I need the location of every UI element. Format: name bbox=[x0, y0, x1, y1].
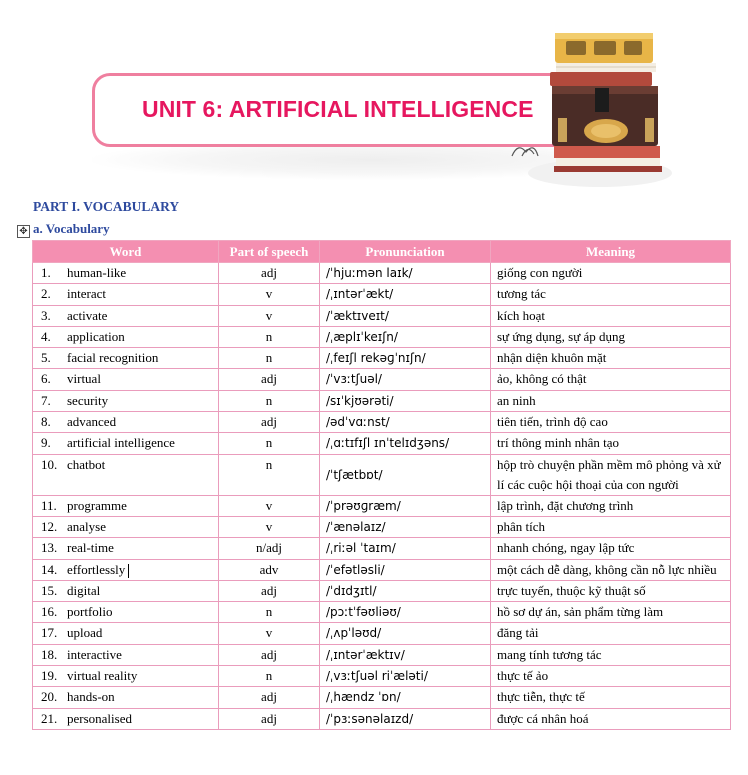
word-cell[interactable] bbox=[33, 433, 219, 454]
word-text: application bbox=[67, 328, 125, 344]
word-cell[interactable] bbox=[33, 516, 219, 537]
pronunciation-cell[interactable]: /ˌɪntərˈækt/ bbox=[320, 284, 491, 305]
part-of-speech-cell[interactable]: adj bbox=[219, 687, 320, 708]
word-text: analyse bbox=[67, 518, 106, 534]
pronunciation-cell[interactable]: /ˌfeɪʃl rekəɡˈnɪʃn/ bbox=[320, 348, 491, 369]
page-title: UNIT 6: ARTIFICIAL INTELLIGENCE bbox=[142, 96, 534, 122]
row-number: 18. bbox=[41, 646, 58, 662]
meaning-cell[interactable]: được cá nhân hoá bbox=[491, 708, 731, 729]
table-row bbox=[33, 559, 731, 580]
row-number: 13. bbox=[41, 540, 58, 556]
word-text: hands-on bbox=[67, 689, 115, 705]
part-of-speech-cell[interactable]: v bbox=[219, 495, 320, 516]
word-text: digital bbox=[67, 582, 101, 598]
word-cell[interactable] bbox=[33, 559, 219, 580]
row-number: 7. bbox=[41, 392, 51, 408]
table-header-row bbox=[33, 241, 731, 263]
row-number: 6. bbox=[41, 371, 51, 387]
row-number: 21. bbox=[41, 710, 58, 726]
word-text: chatbot bbox=[67, 456, 106, 472]
pronunciation-cell[interactable]: /pɔːtˈfəʊliəʊ/ bbox=[320, 602, 491, 623]
row-number: 19. bbox=[41, 668, 58, 684]
part-of-speech-cell[interactable]: n bbox=[219, 602, 320, 623]
row-number: 15. bbox=[41, 582, 58, 598]
part-of-speech-cell[interactable]: n bbox=[219, 326, 320, 347]
row-number: 10. bbox=[41, 456, 58, 472]
pronunciation-cell[interactable]: /ˌɑːtɪfɪʃl ɪnˈtelɪdʒəns/ bbox=[320, 433, 491, 454]
part-of-speech-cell[interactable]: v bbox=[219, 516, 320, 537]
word-cell[interactable] bbox=[33, 348, 219, 369]
meaning-cell[interactable]: hộp trò chuyện phần mềm mô phỏng và xử lí các cuộc hội thoại của con người bbox=[491, 454, 731, 495]
row-number: 20. bbox=[41, 689, 58, 705]
word-text: advanced bbox=[67, 414, 117, 430]
pronunciation-cell[interactable]: /ˌriːəl ˈtaɪm/ bbox=[320, 538, 491, 559]
part-of-speech-cell[interactable]: v bbox=[219, 305, 320, 326]
pronunciation-cell[interactable]: /ˈefətləsli/ bbox=[320, 559, 491, 580]
word-cell[interactable] bbox=[33, 390, 219, 411]
part-of-speech-cell[interactable]: adj bbox=[219, 412, 320, 433]
part-of-speech-cell[interactable]: adj bbox=[219, 263, 320, 284]
meaning-cell[interactable]: phân tích bbox=[491, 516, 731, 537]
word-text: activate bbox=[67, 307, 108, 323]
meaning-cell[interactable]: thực tế ảo bbox=[491, 666, 731, 687]
meaning-cell[interactable]: an ninh bbox=[491, 390, 731, 411]
column-header-part-of-speech: Part of speech bbox=[219, 241, 320, 263]
word-text: artificial intelligence bbox=[67, 435, 175, 451]
stack-of-books-icon bbox=[500, 28, 680, 198]
pronunciation-cell[interactable]: /ˈvɜːtʃuəl/ bbox=[320, 369, 491, 390]
table-row bbox=[33, 305, 731, 326]
meaning-cell[interactable]: nhận diện khuôn mặt bbox=[491, 348, 731, 369]
part-of-speech-cell[interactable]: adj bbox=[219, 580, 320, 601]
word-cell[interactable] bbox=[33, 666, 219, 687]
pronunciation-cell[interactable]: /ədˈvɑːnst/ bbox=[320, 412, 491, 433]
word-text: virtual bbox=[67, 371, 101, 387]
part-of-speech-cell[interactable]: n bbox=[219, 433, 320, 454]
part-of-speech-cell[interactable]: n bbox=[219, 454, 320, 495]
part-of-speech-cell[interactable]: n bbox=[219, 666, 320, 687]
word-cell[interactable] bbox=[33, 687, 219, 708]
column-header-pronunciation: Pronunciation bbox=[320, 241, 491, 263]
word-cell[interactable] bbox=[33, 284, 219, 305]
meaning-cell[interactable]: đăng tải bbox=[491, 623, 731, 644]
word-text: real-time bbox=[67, 540, 114, 556]
word-cell[interactable] bbox=[33, 538, 219, 559]
meaning-cell[interactable]: giống con người bbox=[491, 263, 731, 284]
meaning-cell[interactable]: trí thông minh nhân tạo bbox=[491, 433, 731, 454]
table-row bbox=[33, 390, 731, 411]
meaning-cell[interactable]: nhanh chóng, ngay lập tức bbox=[491, 538, 731, 559]
part-of-speech-cell[interactable]: v bbox=[219, 284, 320, 305]
part-of-speech-cell[interactable]: n/adj bbox=[219, 538, 320, 559]
part-of-speech-cell[interactable]: v bbox=[219, 623, 320, 644]
table-row bbox=[33, 538, 731, 559]
meaning-cell[interactable]: tiên tiến, trình độ cao bbox=[491, 412, 731, 433]
row-number: 16. bbox=[41, 604, 58, 620]
meaning-cell[interactable]: ảo, không có thật bbox=[491, 369, 731, 390]
pronunciation-cell[interactable]: /ˈhjuːmən laɪk/ bbox=[320, 263, 491, 284]
table-row bbox=[33, 708, 731, 729]
table-row bbox=[33, 516, 731, 537]
word-cell[interactable] bbox=[33, 495, 219, 516]
pronunciation-cell[interactable]: /ˌvɜːtʃuəl riˈæləti/ bbox=[320, 666, 491, 687]
section-subtitle: a. Vocabulary bbox=[33, 221, 110, 236]
word-text: programme bbox=[67, 497, 127, 513]
word-cell[interactable] bbox=[33, 602, 219, 623]
pronunciation-cell[interactable]: /ˌæplɪˈkeɪʃn/ bbox=[320, 326, 491, 347]
word-cell[interactable] bbox=[33, 454, 219, 495]
table-row bbox=[33, 263, 731, 284]
meaning-cell[interactable]: mang tính tương tác bbox=[491, 644, 731, 665]
table-row bbox=[33, 495, 731, 516]
table-row bbox=[33, 433, 731, 454]
word-text: interact bbox=[67, 286, 106, 302]
table-row bbox=[33, 666, 731, 687]
row-number: 12. bbox=[41, 518, 58, 534]
meaning-cell[interactable]: lập trình, đặt chương trình bbox=[491, 495, 731, 516]
word-text: upload bbox=[67, 625, 103, 641]
pronunciation-cell[interactable]: /ˈpɜːsənəlaɪzd/ bbox=[320, 708, 491, 729]
pronunciation-cell[interactable]: /ˌɪntərˈæktɪv/ bbox=[320, 644, 491, 665]
pronunciation-cell[interactable]: /ˈænəlaɪz/ bbox=[320, 516, 491, 537]
part-title: PART I. VOCABULARY bbox=[33, 199, 180, 214]
word-text: virtual reality bbox=[67, 668, 138, 684]
meaning-cell[interactable]: thực tiễn, thực tế bbox=[491, 687, 731, 708]
meaning-cell[interactable]: kích hoạt bbox=[491, 305, 731, 326]
pronunciation-cell[interactable]: /ˈdɪdʒɪtl/ bbox=[320, 580, 491, 601]
column-header-meaning: Meaning bbox=[491, 241, 731, 263]
table-row bbox=[33, 687, 731, 708]
table-row bbox=[33, 369, 731, 390]
word-cell[interactable] bbox=[33, 263, 219, 284]
word-cell[interactable] bbox=[33, 708, 219, 729]
pronunciation-cell[interactable]: /ˈtʃætbɒt/ bbox=[320, 454, 491, 495]
meaning-cell[interactable]: một cách dễ dàng, không cần nỗ lực nhiều bbox=[491, 559, 731, 580]
table-row bbox=[33, 326, 731, 347]
word-cell[interactable] bbox=[33, 326, 219, 347]
word-cell[interactable] bbox=[33, 369, 219, 390]
row-number: 3. bbox=[41, 307, 51, 323]
table-row bbox=[33, 454, 731, 495]
part-of-speech-cell[interactable]: adj bbox=[219, 644, 320, 665]
meaning-cell[interactable]: trực tuyến, thuộc kỹ thuật số bbox=[491, 580, 731, 601]
pronunciation-cell[interactable]: /ˈprəʊɡræm/ bbox=[320, 495, 491, 516]
row-number: 1. bbox=[41, 265, 51, 280]
meaning-cell[interactable]: sự ứng dụng, sự áp dụng bbox=[491, 326, 731, 347]
pronunciation-cell[interactable]: /ˌhændz ˈɒn/ bbox=[320, 687, 491, 708]
part-of-speech-cell[interactable]: adj bbox=[219, 369, 320, 390]
meaning-cell[interactable]: tương tác bbox=[491, 284, 731, 305]
word-cell[interactable] bbox=[33, 580, 219, 601]
pronunciation-cell[interactable]: /ˈæktɪveɪt/ bbox=[320, 305, 491, 326]
pronunciation-cell[interactable]: /ˌʌpˈləʊd/ bbox=[320, 623, 491, 644]
part-of-speech-cell[interactable]: adv bbox=[219, 559, 320, 580]
word-text: facial recognition bbox=[67, 350, 159, 366]
row-number: 9. bbox=[41, 435, 51, 451]
row-number: 5. bbox=[41, 350, 51, 366]
meaning-cell[interactable]: hồ sơ dự án, sản phẩm từng làm bbox=[491, 602, 731, 623]
row-number: 14. bbox=[41, 561, 58, 577]
word-cell[interactable] bbox=[33, 305, 219, 326]
row-number: 17. bbox=[41, 625, 58, 641]
part-of-speech-cell[interactable]: n bbox=[219, 390, 320, 411]
word-text: portfolio bbox=[67, 604, 113, 620]
table-row bbox=[33, 623, 731, 644]
word-cell[interactable] bbox=[33, 644, 219, 665]
vocabulary-table bbox=[32, 240, 731, 730]
table-row bbox=[33, 412, 731, 433]
word-text: effortlessly bbox=[67, 561, 126, 577]
word-text: security bbox=[67, 392, 109, 408]
word-text: interactive bbox=[67, 646, 122, 662]
row-number: 4. bbox=[41, 328, 51, 344]
word-text: personalised bbox=[67, 710, 132, 726]
table-row bbox=[33, 602, 731, 623]
table-row bbox=[33, 644, 731, 665]
table-row bbox=[33, 348, 731, 369]
part-of-speech-cell[interactable]: n bbox=[219, 348, 320, 369]
table-row bbox=[33, 580, 731, 601]
table-move-handle-icon[interactable]: ✥ bbox=[17, 225, 30, 238]
pronunciation-cell[interactable]: /sɪˈkjʊərəti/ bbox=[320, 390, 491, 411]
row-number: 2. bbox=[41, 286, 51, 302]
row-number: 11. bbox=[41, 497, 57, 513]
table-row bbox=[33, 284, 731, 305]
word-cell[interactable] bbox=[33, 623, 219, 644]
text-cursor bbox=[128, 564, 129, 578]
row-number: 8. bbox=[41, 414, 51, 430]
column-header-word: Word bbox=[33, 241, 219, 263]
part-of-speech-cell[interactable]: adj bbox=[219, 708, 320, 729]
word-cell[interactable] bbox=[33, 412, 219, 433]
word-text: human-like bbox=[67, 265, 127, 280]
